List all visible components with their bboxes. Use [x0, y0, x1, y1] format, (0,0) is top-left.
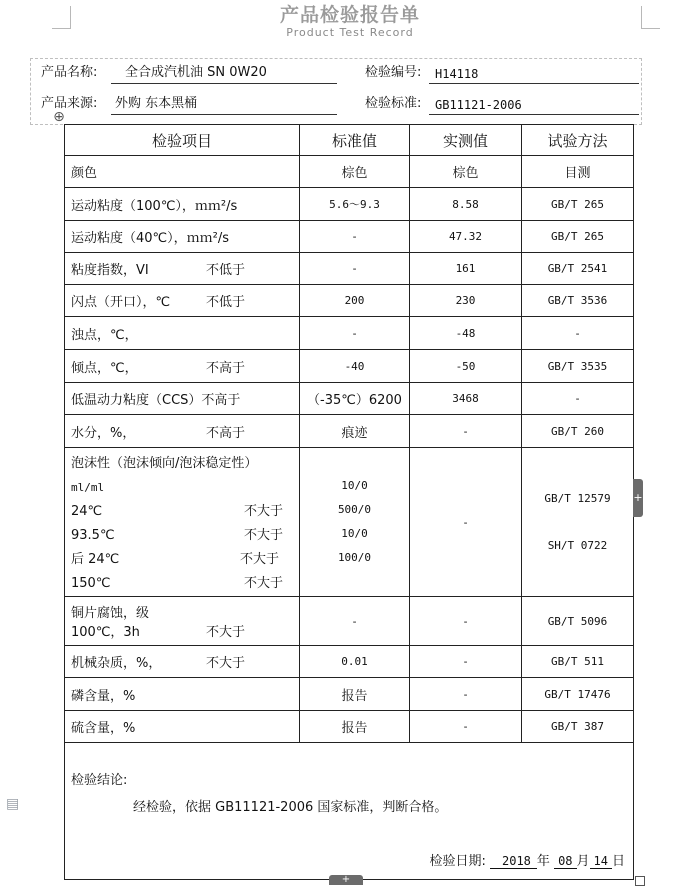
item-name: 粘度指数，VI — [71, 263, 149, 278]
item-name: 低温动力粘度（CCS） — [71, 393, 202, 408]
add-row-button[interactable]: + — [329, 875, 363, 885]
report-title — [0, 3, 700, 39]
item-qualifier: 不低于 — [205, 295, 245, 310]
method-cell: GB/T 265 — [522, 188, 634, 221]
measured-cell: 161 — [410, 253, 522, 285]
standard-cell: 棕色 — [300, 156, 410, 188]
item-cell — [65, 156, 300, 188]
foam-unit: ml/ml — [71, 481, 105, 494]
item-qualifier: 不高于 — [205, 360, 245, 376]
foam-item-cell — [65, 448, 300, 597]
table-header-row — [65, 125, 634, 156]
foam-temp: 93.5℃ — [71, 528, 115, 543]
method-cell: GB/T 3536 — [522, 285, 634, 317]
date-month[interactable]: 08 — [554, 854, 576, 869]
method-cell: GB/T 3535 — [522, 350, 634, 383]
table-row — [65, 350, 634, 383]
foam-standard: 100/0 — [337, 551, 372, 564]
table-row — [65, 156, 634, 188]
item-name: 铜片腐蚀，级 — [71, 606, 150, 621]
foam-temp: 24℃ — [71, 504, 103, 519]
test-table — [64, 124, 634, 880]
measured-cell: - — [410, 597, 522, 646]
item-cell — [65, 711, 300, 743]
underline — [429, 114, 639, 115]
measured-cell: -50 — [410, 350, 522, 383]
table-row — [65, 221, 634, 253]
item-cell — [65, 383, 300, 415]
foam-standard: 10/0 — [341, 527, 368, 540]
standard-cell: 痕迹 — [300, 415, 410, 448]
method-cell: - — [522, 317, 634, 350]
header-method: 试验方法 — [522, 125, 634, 156]
underline — [111, 83, 337, 84]
title-cn: 产品检验报告单 — [279, 4, 420, 26]
foam-method-cell — [522, 448, 634, 597]
item-name: 机械杂质，%， — [71, 656, 162, 671]
method-cell: GB/T 17476 — [522, 678, 634, 711]
item-cell — [65, 678, 300, 711]
foam-standard: 500/0 — [337, 503, 372, 516]
item-name: 颜色 — [71, 166, 98, 181]
table-row — [65, 678, 634, 711]
date-day[interactable]: 14 — [590, 854, 612, 869]
method-cell: GB/T 5096 — [522, 597, 634, 646]
item-qualifier: 不高于 — [201, 393, 241, 408]
underline — [429, 83, 639, 84]
foam-sub-row — [71, 500, 293, 524]
source-label: 产品来源: — [41, 96, 98, 111]
foam-measured-cell: - — [410, 448, 522, 597]
standard-label: 检验标准: — [365, 96, 422, 111]
date-label: 检验日期: — [429, 854, 486, 869]
standard-cell: （-35℃）6200 — [300, 383, 410, 415]
add-column-button[interactable]: + — [633, 479, 643, 517]
test-no-label: 检验编号: — [365, 65, 422, 80]
foam-sub-row — [71, 524, 293, 548]
foam-method: GB/T 12579 — [544, 492, 611, 505]
item-qualifier: 不低于 — [205, 263, 245, 278]
foam-qualifier: 不大于 — [243, 528, 283, 543]
measured-cell: 3468 — [410, 383, 522, 415]
paste-options-icon[interactable]: ▤ — [6, 796, 20, 812]
item-cell — [65, 415, 300, 448]
method-cell: GB/T 511 — [522, 646, 634, 678]
date-year[interactable]: 2018 — [490, 854, 537, 869]
standard-cell: - — [300, 253, 410, 285]
table-row-foam — [65, 448, 634, 597]
source-value[interactable]: 外购 东本黑桶 — [115, 96, 198, 111]
table-move-handle-icon[interactable]: ⊕ — [53, 109, 65, 125]
measured-cell: - — [410, 711, 522, 743]
conclusion-row — [65, 743, 634, 880]
underline — [111, 114, 337, 115]
conclusion-text[interactable]: 经检验，依据 GB11121-2006 国家标准，判断合格。 — [133, 800, 448, 815]
foam-qualifier: 不大于 — [243, 504, 283, 519]
measured-cell: - — [410, 678, 522, 711]
header-standard: 标准值 — [300, 125, 410, 156]
product-name-label: 产品名称: — [41, 65, 98, 80]
method-cell: - — [522, 383, 634, 415]
item-cell — [65, 285, 300, 317]
standard-cell: 0.01 — [300, 646, 410, 678]
item-cell — [65, 597, 300, 646]
foam-qualifier: 不大于 — [239, 552, 279, 567]
item-name: 闪点（开口），℃ — [71, 295, 171, 310]
item-name: 磷含量，% — [71, 688, 136, 704]
item-name: 运动粘度（100℃），ｍｍ²/s — [71, 198, 238, 214]
test-date — [429, 850, 625, 869]
item-cell — [65, 221, 300, 253]
standard-cell: 报告 — [300, 711, 410, 743]
item-cell — [65, 350, 300, 383]
item-name: 水分，%， — [71, 425, 136, 441]
date-year-unit: 年 — [536, 854, 550, 869]
foam-qualifier: 不大于 — [243, 576, 283, 591]
test-no-value[interactable]: H14118 — [435, 67, 479, 81]
standard-cell: - — [300, 317, 410, 350]
item-cell — [65, 188, 300, 221]
table-row — [65, 253, 634, 285]
conclusion-label: 检验结论: — [71, 773, 128, 788]
table-row — [65, 711, 634, 743]
measured-cell: 47.32 — [410, 221, 522, 253]
standard-cell: 5.6～9.3 — [300, 188, 410, 221]
table-row — [65, 317, 634, 350]
foam-temp: 后 24℃ — [71, 552, 120, 567]
foam-sub-row — [71, 572, 293, 596]
item-name-2: 100℃，3h — [71, 625, 140, 640]
foam-standard-cell — [300, 448, 410, 597]
item-name: 浊点，℃， — [71, 327, 138, 343]
item-qualifier: 不高于 — [205, 425, 245, 441]
item-cell — [65, 253, 300, 285]
item-qualifier: 不大于 — [205, 625, 245, 640]
method-cell: 目测 — [522, 156, 634, 188]
header-measured: 实测值 — [410, 125, 522, 156]
item-cell — [65, 646, 300, 678]
table-row — [65, 415, 634, 448]
standard-cell: - — [300, 597, 410, 646]
table-row — [65, 646, 634, 678]
standard-cell: -40 — [300, 350, 410, 383]
method-cell: GB/T 260 — [522, 415, 634, 448]
product-name-value[interactable]: 全合成汽机油 SN 0W20 — [125, 65, 267, 80]
title-en: Product Test Record — [286, 26, 414, 39]
method-cell: GB/T 2541 — [522, 253, 634, 285]
standard-cell: 200 — [300, 285, 410, 317]
foam-title: 泡沫性（泡沫倾向/泡沫稳定性） — [71, 456, 258, 471]
table-row — [65, 188, 634, 221]
item-cell — [65, 317, 300, 350]
measured-cell: - — [410, 646, 522, 678]
foam-method: SH/T 0722 — [547, 539, 608, 552]
header-item: 检验项目 — [65, 125, 300, 156]
measured-cell: 8.58 — [410, 188, 522, 221]
item-qualifier: 不大于 — [205, 656, 245, 671]
standard-value[interactable]: GB11121-2006 — [435, 98, 522, 112]
meta-info — [30, 58, 642, 125]
measured-cell: 230 — [410, 285, 522, 317]
item-name: 硫含量，% — [71, 721, 136, 736]
standard-cell: - — [300, 221, 410, 253]
standard-cell: 报告 — [300, 678, 410, 711]
date-month-unit: 月 — [576, 854, 590, 869]
table-row — [65, 285, 634, 317]
measured-cell: -48 — [410, 317, 522, 350]
foam-temp: 150℃ — [71, 576, 111, 591]
foam-sub-row — [71, 548, 293, 572]
method-cell: GB/T 265 — [522, 221, 634, 253]
foam-standard: 10/0 — [341, 479, 368, 492]
method-cell: GB/T 387 — [522, 711, 634, 743]
measured-cell: - — [410, 415, 522, 448]
item-name: 倾点，℃， — [71, 360, 138, 376]
conclusion-cell — [65, 743, 634, 880]
measured-cell: 棕色 — [410, 156, 522, 188]
table-row-copper — [65, 597, 634, 646]
item-name: 运动粘度（40℃），ｍｍ²/s — [71, 231, 230, 246]
table-row — [65, 383, 634, 415]
date-day-unit: 日 — [611, 854, 625, 869]
